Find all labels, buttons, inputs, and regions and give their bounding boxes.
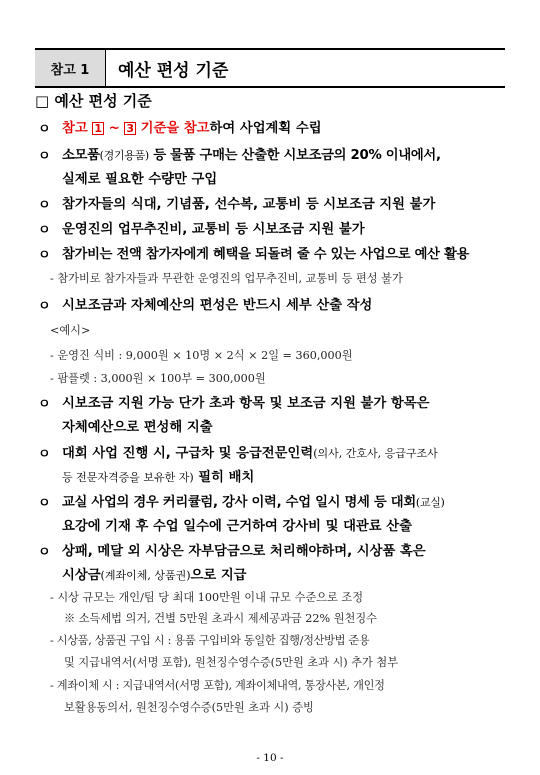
item-10-cont: 시상금(계좌이체, 상품권)으로 지급 — [62, 568, 247, 583]
header-title: 예산 편성 기준 — [118, 60, 229, 81]
item-10-sub-2-cont: 및 지급내역서(서명 포함), 원천징수영수증(5만원 초과 시) 추가 첨부 — [64, 656, 399, 669]
item-7: 시보조금 지원 가능 단가 초과 항목 및 보조금 지원 불가 항목은 — [62, 396, 430, 411]
item-1: 참고 1 ~ 3 기준을 참고하여 사업계획 수립 — [62, 121, 322, 136]
ref-box-1: 1 — [94, 122, 102, 135]
bullet: ㅇ — [38, 149, 51, 164]
item-10-sub-1: - 시상 규모는 개인/팀 당 최대 100만원 이내 규모 수준으로 조정 — [50, 591, 364, 604]
item-8: 대회 사업 진행 시, 구급차 및 응급전문인력(의사, 간호사, 응급구조사 — [62, 446, 438, 461]
bullet: ㅇ — [38, 447, 51, 462]
example-line-2: - 팜플렛 : 3,000원 × 100부 = 300,000원 — [50, 372, 266, 385]
page-number: - 10 - — [256, 752, 284, 764]
ref-box-3: 3 — [126, 122, 135, 135]
item-2-cont: 실제로 필요한 수량만 구입 — [62, 172, 218, 187]
item-7-cont: 자체예산으로 편성해 지출 — [62, 420, 213, 435]
item-9: 교실 사업의 경우 커리큘럼, 강사 이력, 수업 일시 명세 등 대회(교실) — [62, 495, 445, 510]
example-label: <예시> — [50, 324, 91, 337]
item-10-note: ※ 소득세법 의거, 건별 5만원 초과시 제세공과금 22% 원천징수 — [64, 612, 377, 625]
example-line-1: - 운영진 식비 : 9,000원 × 10명 × 2식 × 2일 = 360,000원 — [50, 349, 353, 362]
item-6: 시보조금과 자체예산의 편성은 반드시 세부 산출 작성 — [62, 298, 373, 313]
item-2: 소모품(경기용품) 등 물품 구매는 산출한 시보조금의 20% 이내에서, — [62, 148, 441, 163]
bullet: ㅇ — [38, 223, 51, 238]
item-8-cont: 등 전문자격증을 보유한 자) 필히 배치 — [62, 470, 255, 485]
item-5-sub: - 참가비로 참가자들과 무관한 운영진의 업무추진비, 교통비 등 편성 불가 — [50, 272, 403, 285]
bullet: ㅇ — [38, 299, 51, 314]
bullet: ㅇ — [38, 397, 51, 412]
item-9-cont: 요강에 기재 후 수업 일수에 근거하여 강사비 및 대관료 산출 — [62, 519, 412, 534]
bullet: ㅇ — [38, 122, 51, 137]
bullet: ㅇ — [38, 198, 51, 213]
item-10: 상패, 메달 외 시상은 자부담금으로 처리해야하며, 시상품 혹은 — [62, 544, 426, 559]
section-title: □ 예산 편성 기준 — [35, 92, 152, 110]
item-4: 운영진의 업무추진비, 교통비 등 시보조금 지원 불가 — [62, 222, 365, 237]
item-10-sub-3-cont: 보활용동의서, 원천징수영수증(5만원 초과 시) 증빙 — [64, 701, 314, 714]
bullet: ㅇ — [38, 496, 51, 511]
bullet: ㅇ — [38, 248, 51, 263]
reference-header — [35, 48, 505, 88]
item-5: 참가비는 전액 참가자에게 혜택을 되돌려 줄 수 있는 사업으로 예산 활용 — [62, 247, 470, 262]
reference-tag: 참고 1 — [35, 50, 106, 86]
item-10-sub-2: - 시상품, 상품권 구입 시 : 용품 구입비와 동일한 집행/정산방법 준용 — [50, 634, 370, 647]
bullet: ㅇ — [38, 545, 51, 560]
item-3: 참가자들의 식대, 기념품, 선수복, 교통비 등 시보조금 지원 불가 — [62, 197, 436, 212]
item-10-sub-3: - 계좌이체 시 : 지급내역서(서명 포함), 계좌이체내역, 통장사본, 개인정 — [50, 679, 385, 692]
